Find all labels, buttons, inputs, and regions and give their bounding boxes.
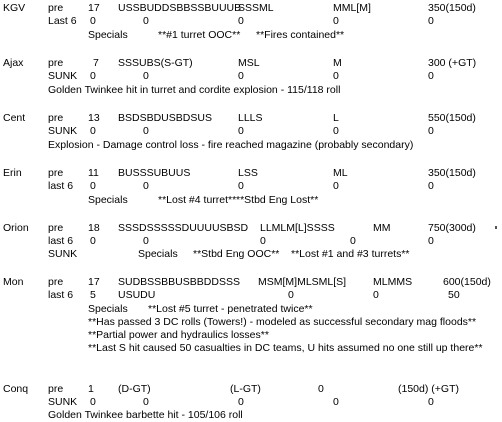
kgv-pre-ter: MML[M] — [333, 2, 371, 14]
cent-pre-sec: LLLS — [238, 112, 263, 124]
erin-specials-label: Specials — [88, 194, 128, 206]
orion-sunk-label: SUNK — [48, 248, 78, 260]
cent-sunk-dmg: 0 — [428, 125, 434, 137]
ajax-sunk-hits: 0 — [143, 70, 149, 82]
ajax-sunk-ter: 0 — [333, 70, 339, 82]
mon-pre-sec: MSM[M]MLSML[S] — [258, 276, 347, 288]
mon-last-sec: 0 — [288, 289, 294, 301]
orion-last-ter: 0 — [350, 235, 356, 247]
conq-sunk-count: 0 — [90, 396, 96, 408]
ajax-sunk-count: 0 — [90, 70, 96, 82]
kgv-pre-dmg: 350(150d) — [428, 2, 476, 14]
orion-pre-ter: MM — [373, 222, 391, 234]
erin-pre-ter: ML — [333, 167, 348, 179]
mon-last-hits: USUDU — [118, 289, 156, 301]
erin-last-sec: 0 — [238, 180, 244, 192]
ajax-pre-dmg: 300 (+GT) — [428, 57, 477, 69]
ship-name-ajax: Ajax — [3, 57, 24, 69]
conq-pre-count: 1 — [88, 383, 94, 395]
orion-specials-label: Specials — [138, 248, 178, 260]
erin-pre-count: 11 — [88, 167, 99, 179]
mon-special-1: **Lost #5 turret - penetrated twice** — [148, 303, 313, 315]
mon-special-2: **Has passed 3 DC rolls (Towers!) - modeled as successful secondary mag floods** — [88, 316, 477, 328]
mon-last-count: 5 — [90, 289, 96, 301]
conq-sunk-sec: 0 — [238, 396, 244, 408]
cent-pre-hits: BSDSBDUSBDSUS — [118, 112, 212, 124]
kgv-pre-label: pre — [48, 2, 64, 14]
cent-pre-dmg: 550(150d) — [428, 112, 476, 124]
mon-specials-label: Specials — [88, 303, 128, 315]
mon-last-dmg: 50 — [448, 289, 460, 301]
erin-last-ter: 0 — [333, 180, 339, 192]
ship-name-erin: Erin — [3, 167, 22, 179]
orion-pre-dmg: 750(300d) — [428, 222, 476, 234]
ajax-sunk-sec: 0 — [238, 70, 244, 82]
conq-pre-ter: 0 — [318, 383, 324, 395]
conq-sunk-dmg: 0 — [428, 396, 434, 408]
ship-name-orion: Orion — [3, 222, 29, 234]
orion-pre-hits: SSSDSSSSSDUUUUSBSD — [118, 222, 249, 234]
mon-last-ter: 0 — [373, 289, 379, 301]
ship-name-conq: Conq — [3, 383, 29, 395]
erin-pre-hits: BUSSSUBUUS — [118, 167, 191, 179]
ship-name-cent: Cent — [3, 112, 26, 124]
kgv-pre-sec: SSSML — [238, 2, 274, 14]
mon-last-label: last 6 — [48, 289, 74, 301]
orion-last-count: 0 — [90, 235, 96, 247]
ajax-note: Golden Twinkee hit in turret and cordite explosion - 115/118 roll — [48, 84, 341, 96]
erin-pre-sec: LSS — [238, 167, 258, 179]
ajax-pre-label: pre — [48, 57, 64, 69]
erin-last-label: last 6 — [48, 180, 74, 192]
conq-pre-sec: (L-GT) — [230, 383, 261, 395]
orion-last-hits: 0 — [143, 235, 149, 247]
conq-pre-hits: (D-GT) — [118, 383, 151, 395]
mon-special-3: **Partial power and hydraulics losses** — [88, 329, 269, 341]
orion-last-dmg: 0 — [428, 235, 434, 247]
cent-sunk-ter: 0 — [333, 125, 339, 137]
ajax-sunk-label: SUNK — [48, 70, 78, 82]
conq-note: Golden Twinkee barbette hit - 105/106 roll — [48, 409, 243, 421]
kgv-last-count: 0 — [90, 15, 96, 27]
ship-name-kgv: KGV — [3, 2, 26, 14]
kgv-last-dmg: 0 — [428, 15, 434, 27]
kgv-specials-label: Specials — [88, 29, 128, 41]
cent-note: Explosion - Damage control loss - fire reached magazine (probably secondary) — [48, 139, 414, 151]
ajax-pre-sec: MSL — [238, 57, 260, 69]
erin-last-hits: 0 — [143, 180, 149, 192]
erin-pre-label: pre — [48, 167, 64, 179]
ajax-pre-count: 7 — [93, 57, 99, 69]
cent-sunk-hits: 0 — [143, 125, 149, 137]
conq-pre-label: pre — [48, 383, 64, 395]
cent-pre-ter: L — [333, 112, 339, 124]
orion-special-1: **Stbd Eng OOC** — [193, 248, 280, 260]
kgv-special-1: **#1 turret OOC** — [158, 29, 241, 41]
conq-sunk-hits: 0 — [143, 396, 149, 408]
conq-pre-dmg: (150d) (+GT) — [398, 383, 459, 395]
ship-name-mon: Mon — [3, 276, 24, 288]
kgv-pre-hits: USSBUDDSBBSSBUUUB — [118, 2, 242, 14]
orion-pre-label: pre — [48, 222, 64, 234]
erin-last-count: 0 — [90, 180, 96, 192]
cent-sunk-count: 0 — [90, 125, 96, 137]
mon-pre-ter: MLMMS — [373, 276, 413, 288]
mon-pre-dmg: 600(150d) — [443, 276, 491, 288]
cent-sunk-sec: 0 — [238, 125, 244, 137]
cent-pre-count: 13 — [88, 112, 100, 124]
erin-special-2: **Stbd Eng Lost** — [236, 194, 319, 206]
kgv-last-sec: 0 — [238, 15, 244, 27]
orion-pre-sec: LLMLM[L]SSSS — [260, 222, 335, 234]
cent-pre-label: pre — [48, 112, 64, 124]
orion-last-sec: 0 — [260, 235, 266, 247]
cent-sunk-label: SUNK — [48, 125, 78, 137]
ajax-pre-hits: SSSUBS(S-GT) — [118, 57, 193, 69]
kgv-special-2: **Fires contained** — [256, 29, 345, 41]
conq-sunk-ter: 0 — [333, 396, 339, 408]
ajax-pre-ter: M — [333, 57, 342, 69]
kgv-last-hits: 0 — [143, 15, 149, 27]
erin-pre-dmg: 350(150d) — [428, 167, 476, 179]
orion-special-2: **Lost #1 and #3 turrets** — [291, 248, 410, 260]
mon-special-4: **Last S hit caused 50 casualties in DC teams, U hits assumed no one still up there** — [88, 342, 483, 354]
kgv-last-ter: 0 — [333, 15, 339, 27]
orion-last-label: last 6 — [48, 235, 74, 247]
conq-sunk-label: SUNK — [48, 396, 78, 408]
mon-pre-hits: SUDBSSBBUSBBDDSSS — [118, 276, 240, 288]
kgv-last-label: Last 6 — [48, 15, 77, 27]
mon-pre-count: 17 — [88, 276, 100, 288]
erin-last-dmg: 0 — [428, 180, 434, 192]
stray-mark — [495, 226, 497, 229]
orion-pre-count: 18 — [88, 222, 100, 234]
mon-pre-label: pre — [48, 276, 64, 288]
kgv-pre-count: 17 — [88, 2, 100, 14]
ajax-sunk-dmg: 0 — [428, 70, 434, 82]
erin-special-1: **Lost #4 turret** — [158, 194, 237, 206]
